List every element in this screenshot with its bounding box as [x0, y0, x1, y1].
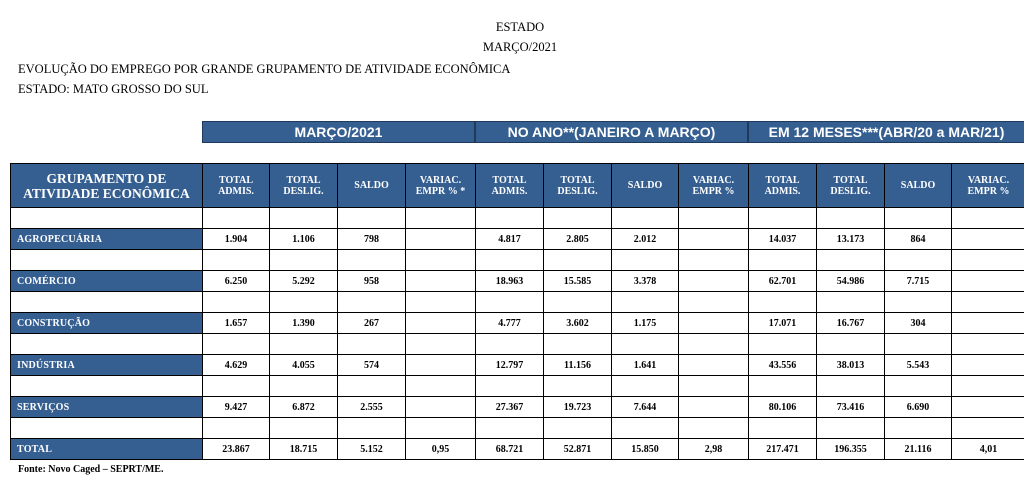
empty-cell: [544, 208, 612, 229]
table-cell: 5.152: [338, 439, 406, 460]
table-cell: 267: [338, 313, 406, 334]
table-cell: [679, 271, 749, 292]
table-cell: [679, 355, 749, 376]
table-cell: 217.471: [749, 439, 817, 460]
col-header-variac-month: VARIAC. EMPR % *: [406, 164, 476, 208]
empty-cell: [952, 292, 1024, 313]
table-cell: 13.173: [817, 229, 885, 250]
table-cell: 43.556: [749, 355, 817, 376]
empty-cell: [952, 250, 1024, 271]
table-cell: 23.867: [203, 439, 270, 460]
col-header-variac-12m: VARIAC. EMPR %: [952, 164, 1024, 208]
empty-cell: [749, 292, 817, 313]
table-cell: 6.250: [203, 271, 270, 292]
empty-cell: [203, 250, 270, 271]
table-cell: 1.657: [203, 313, 270, 334]
table-cell: 27.367: [476, 397, 544, 418]
table-cell: 68.721: [476, 439, 544, 460]
col-header-deslig-month: TOTAL DESLIG.: [270, 164, 338, 208]
table-cell: 54.986: [817, 271, 885, 292]
empty-cell: [270, 418, 338, 439]
table-cell: [406, 229, 476, 250]
empty-cell: [544, 292, 612, 313]
table-cell: 864: [885, 229, 952, 250]
table-cell: 196.355: [817, 439, 885, 460]
spacer-row: [11, 292, 1024, 313]
col-header-admis-month: TOTAL ADMIS.: [203, 164, 270, 208]
empty-cell: [476, 292, 544, 313]
col-header-admis-12m: TOTAL ADMIS.: [749, 164, 817, 208]
table-cell: 6.872: [270, 397, 338, 418]
group-header-12-months: EM 12 MESES***(ABR/20 a MAR/21): [748, 121, 1024, 143]
col-header-admis-year: TOTAL ADMIS.: [476, 164, 544, 208]
table-cell: 1.641: [612, 355, 679, 376]
table-cell: 574: [338, 355, 406, 376]
empty-cell: [679, 250, 749, 271]
empty-cell: [749, 376, 817, 397]
empty-cell: [203, 208, 270, 229]
empty-cell: [406, 334, 476, 355]
col-header-group: GRUPAMENTO DE ATIVIDADE ECONÔMICA: [11, 164, 203, 208]
empty-cell: [612, 334, 679, 355]
table-body: [11, 208, 1024, 460]
table-cell: 17.071: [749, 313, 817, 334]
table-cell: 1.390: [270, 313, 338, 334]
report-state: ESTADO: MATO GROSSO DO SUL: [18, 82, 209, 96]
table-cell: 2.805: [544, 229, 612, 250]
col-header-deslig-year: TOTAL DESLIG.: [544, 164, 612, 208]
table-cell: 16.767: [817, 313, 885, 334]
table-cell: 80.106: [749, 397, 817, 418]
employment-table: [10, 163, 1024, 460]
spacer-row: [11, 334, 1024, 355]
empty-cell: [11, 208, 203, 229]
empty-cell: [885, 250, 952, 271]
empty-cell: [338, 376, 406, 397]
empty-cell: [270, 208, 338, 229]
col-header-saldo-12m: SALDO: [885, 164, 952, 208]
col-header-saldo-year: SALDO: [612, 164, 679, 208]
table-cell: 798: [338, 229, 406, 250]
empty-cell: [338, 418, 406, 439]
table-cell: 4.817: [476, 229, 544, 250]
row-label: AGROPECUÁRIA: [11, 229, 203, 250]
table-cell: 12.797: [476, 355, 544, 376]
table-cell: 3.378: [612, 271, 679, 292]
table-cell: [952, 313, 1024, 334]
table-cell: 52.871: [544, 439, 612, 460]
empty-cell: [679, 208, 749, 229]
empty-cell: [544, 334, 612, 355]
table-cell: 18.715: [270, 439, 338, 460]
table-cell: 14.037: [749, 229, 817, 250]
empty-cell: [679, 334, 749, 355]
table-cell: 4.055: [270, 355, 338, 376]
spacer-row: [11, 376, 1024, 397]
report-period: MARÇO/2021: [482, 40, 558, 54]
table-cell: 5.292: [270, 271, 338, 292]
empty-cell: [817, 208, 885, 229]
empty-cell: [406, 208, 476, 229]
column-header-row: [11, 164, 1024, 208]
empty-cell: [885, 418, 952, 439]
group-header-month: MARÇO/2021: [202, 121, 475, 143]
table-cell: 1.106: [270, 229, 338, 250]
table-cell: 38.013: [817, 355, 885, 376]
empty-cell: [885, 376, 952, 397]
table-cell: 21.116: [885, 439, 952, 460]
empty-cell: [749, 208, 817, 229]
empty-cell: [11, 250, 203, 271]
table-cell: 4,01: [952, 439, 1024, 460]
table-cell: 6.690: [885, 397, 952, 418]
table-row: [11, 355, 1024, 376]
table-cell: [406, 397, 476, 418]
empty-cell: [270, 292, 338, 313]
table-cell: 15.850: [612, 439, 679, 460]
table-cell: 1.175: [612, 313, 679, 334]
table-row: [11, 271, 1024, 292]
table-cell: [679, 397, 749, 418]
table-cell: 304: [885, 313, 952, 334]
table-cell: [679, 313, 749, 334]
col-header-saldo-month: SALDO: [338, 164, 406, 208]
empty-cell: [406, 250, 476, 271]
empty-cell: [612, 292, 679, 313]
col-header-deslig-12m: TOTAL DESLIG.: [817, 164, 885, 208]
table-cell: 1.904: [203, 229, 270, 250]
empty-cell: [885, 208, 952, 229]
empty-cell: [203, 334, 270, 355]
col-header-variac-year: VARIAC. EMPR %: [679, 164, 749, 208]
empty-cell: [749, 418, 817, 439]
empty-cell: [203, 418, 270, 439]
empty-cell: [952, 334, 1024, 355]
table-cell: 73.416: [817, 397, 885, 418]
table-cell: 15.585: [544, 271, 612, 292]
empty-cell: [952, 376, 1024, 397]
table-cell: 18.963: [476, 271, 544, 292]
report-title: EVOLUÇÃO DO EMPREGO POR GRANDE GRUPAMENTO DE ATIVIDADE ECONÔMICA: [18, 62, 511, 76]
spacer-row: [11, 208, 1024, 229]
table-cell: [406, 313, 476, 334]
empty-cell: [11, 334, 203, 355]
table-cell: [679, 229, 749, 250]
empty-cell: [270, 250, 338, 271]
empty-cell: [11, 418, 203, 439]
spacer-row: [11, 418, 1024, 439]
table-cell: [406, 271, 476, 292]
empty-cell: [476, 376, 544, 397]
table-row: [11, 229, 1024, 250]
table-cell: 3.602: [544, 313, 612, 334]
table-cell: [952, 397, 1024, 418]
empty-cell: [612, 376, 679, 397]
table-cell: 9.427: [203, 397, 270, 418]
row-label: SERVIÇOS: [11, 397, 203, 418]
empty-cell: [679, 292, 749, 313]
empty-cell: [406, 418, 476, 439]
table-cell: [952, 271, 1024, 292]
table-cell: 958: [338, 271, 406, 292]
empty-cell: [612, 250, 679, 271]
table-cell: 7.715: [885, 271, 952, 292]
table-cell: 2.012: [612, 229, 679, 250]
empty-cell: [338, 208, 406, 229]
empty-cell: [544, 376, 612, 397]
empty-cell: [952, 418, 1024, 439]
report-scope-title: ESTADO: [495, 20, 545, 34]
table-cell: 2.555: [338, 397, 406, 418]
empty-cell: [817, 418, 885, 439]
empty-cell: [203, 376, 270, 397]
empty-cell: [476, 334, 544, 355]
empty-cell: [476, 208, 544, 229]
empty-cell: [817, 334, 885, 355]
table-cell: [952, 229, 1024, 250]
empty-cell: [270, 376, 338, 397]
empty-cell: [679, 376, 749, 397]
empty-cell: [476, 418, 544, 439]
empty-cell: [817, 376, 885, 397]
empty-cell: [612, 208, 679, 229]
row-label: COMÉRCIO: [11, 271, 203, 292]
empty-cell: [406, 376, 476, 397]
empty-cell: [952, 208, 1024, 229]
group-header-year: NO ANO**(JANEIRO A MARÇO): [475, 121, 748, 143]
table-cell: 62.701: [749, 271, 817, 292]
empty-cell: [11, 292, 203, 313]
spacer-row: [11, 250, 1024, 271]
empty-cell: [406, 292, 476, 313]
table-cell: 5.543: [885, 355, 952, 376]
empty-cell: [476, 250, 544, 271]
table-row: [11, 439, 1024, 460]
empty-cell: [749, 250, 817, 271]
table-cell: [952, 355, 1024, 376]
table-row: [11, 313, 1024, 334]
source-note: Fonte: Novo Caged – SEPRT/ME.: [18, 464, 164, 475]
table-row: [11, 397, 1024, 418]
table-cell: 7.644: [612, 397, 679, 418]
table-cell: 19.723: [544, 397, 612, 418]
table-cell: 11.156: [544, 355, 612, 376]
empty-cell: [338, 334, 406, 355]
empty-cell: [817, 292, 885, 313]
empty-cell: [544, 250, 612, 271]
empty-cell: [544, 418, 612, 439]
table-cell: 4.777: [476, 313, 544, 334]
table-cell: 2,98: [679, 439, 749, 460]
empty-cell: [612, 418, 679, 439]
empty-cell: [338, 292, 406, 313]
empty-cell: [11, 376, 203, 397]
empty-cell: [885, 334, 952, 355]
row-label: INDÚSTRIA: [11, 355, 203, 376]
table-cell: [406, 355, 476, 376]
table-cell: 4.629: [203, 355, 270, 376]
row-label: CONSTRUÇÃO: [11, 313, 203, 334]
empty-cell: [817, 250, 885, 271]
empty-cell: [338, 250, 406, 271]
empty-cell: [679, 418, 749, 439]
empty-cell: [203, 292, 270, 313]
empty-cell: [749, 334, 817, 355]
table-cell: 0,95: [406, 439, 476, 460]
empty-cell: [885, 292, 952, 313]
row-label: TOTAL: [11, 439, 203, 460]
empty-cell: [270, 334, 338, 355]
